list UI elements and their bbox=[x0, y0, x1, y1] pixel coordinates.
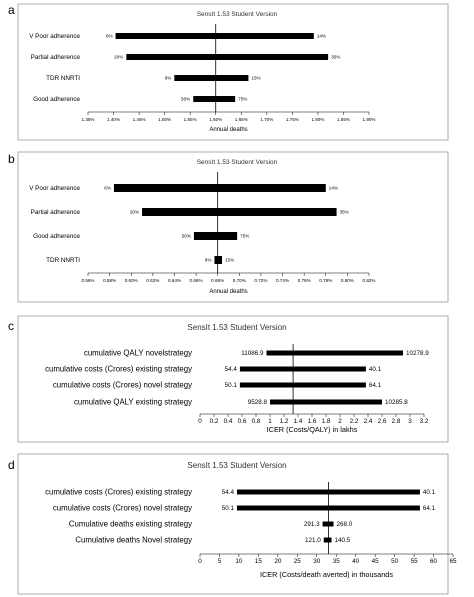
x-tick-label: 0.60% bbox=[124, 278, 138, 283]
x-tick-label: 25 bbox=[293, 558, 301, 565]
tornado-bar bbox=[126, 54, 328, 60]
x-tick-label: 1.8 bbox=[321, 418, 331, 425]
x-axis-title: Annual deaths bbox=[209, 289, 248, 295]
x-tick-label: 2.6 bbox=[377, 418, 387, 425]
row-label: V Poor adherence bbox=[29, 33, 80, 41]
bar-low-label: 54.4 bbox=[224, 366, 237, 374]
x-tick-label: 0.66% bbox=[189, 278, 203, 283]
bar-low-label: 9% bbox=[164, 75, 172, 81]
tornado-bar bbox=[142, 208, 337, 216]
tornado-bar bbox=[116, 33, 314, 39]
bar-high-label: 35% bbox=[339, 209, 349, 215]
x-tick-label: 1.60% bbox=[209, 117, 223, 122]
x-tick-label: 0.62% bbox=[146, 278, 160, 283]
row-label: cumulative costs (Crores) existing strategy bbox=[45, 487, 192, 497]
bar-high-label: 15% bbox=[225, 257, 235, 263]
x-tick-label: 2.2 bbox=[349, 418, 359, 425]
x-tick-label: 15 bbox=[254, 558, 262, 565]
row-label: V Poor adherence bbox=[29, 185, 80, 193]
x-tick-label: 35 bbox=[332, 558, 340, 565]
bar-high-label: 35% bbox=[331, 54, 341, 60]
bar-high-label: 40.1 bbox=[422, 489, 436, 497]
row-label: Cumulative deaths Novel strategy bbox=[75, 535, 192, 545]
chart-title: SensIt 1.53 Student Version bbox=[196, 11, 278, 18]
bar-low-label: 6% bbox=[104, 185, 111, 191]
tornado-bar bbox=[114, 184, 326, 192]
x-tick-label: 1.65% bbox=[234, 117, 248, 122]
row-label: TDR NNRTI bbox=[46, 257, 80, 265]
bar-low-label: 6% bbox=[105, 33, 113, 39]
x-tick-label: 0.82% bbox=[362, 278, 376, 283]
x-axis-title: Annual deaths bbox=[209, 127, 248, 133]
x-tick-label: 1.85% bbox=[336, 117, 350, 122]
bar-low-label: 50.1 bbox=[224, 382, 237, 390]
x-tick-label: 2.4 bbox=[363, 418, 373, 425]
bar-high-label: 10285.8 bbox=[385, 399, 408, 407]
x-tick-label: 0.70% bbox=[232, 278, 246, 283]
bar-low-label: 20% bbox=[114, 54, 124, 60]
x-tick-label: 1.80% bbox=[311, 117, 325, 122]
x-tick-label: 1 bbox=[268, 418, 272, 425]
bar-low-label: 9% bbox=[204, 257, 212, 263]
bar-high-label: 75% bbox=[240, 233, 250, 239]
x-tick-label: 0.58% bbox=[103, 278, 117, 283]
row-label: Cumulative deaths existing strategy bbox=[68, 519, 192, 529]
bar-high-label: 64.1 bbox=[422, 505, 436, 513]
x-tick-label: 10 bbox=[235, 558, 243, 565]
x-tick-label: 1.50% bbox=[158, 117, 172, 122]
x-tick-label: 30 bbox=[313, 558, 321, 565]
bar-high-label: 40.1 bbox=[368, 366, 382, 374]
row-label: cumulative costs (Crores) novel strategy bbox=[52, 380, 192, 390]
bar-low-label: 11086.9 bbox=[241, 350, 264, 358]
x-tick-label: 1.90% bbox=[362, 117, 376, 122]
x-tick-label: 55 bbox=[410, 558, 418, 565]
panel-label: d bbox=[8, 458, 15, 472]
row-label: Partial adherence bbox=[30, 54, 80, 62]
tornado-bar bbox=[240, 367, 366, 372]
x-tick-label: 0.80% bbox=[340, 278, 354, 283]
x-tick-label: 2.8 bbox=[391, 418, 401, 425]
x-tick-label: 0.56% bbox=[81, 278, 95, 283]
x-tick-label: 45 bbox=[371, 558, 379, 565]
x-axis-title: ICER (Costs/death averted) in thousands bbox=[259, 570, 394, 579]
x-tick-label: 1.6 bbox=[307, 418, 317, 425]
row-label: Partial adherence bbox=[30, 209, 80, 217]
bar-low-label: 20% bbox=[129, 209, 140, 215]
x-tick-label: 65 bbox=[449, 558, 457, 565]
row-label: cumulative costs (Crores) novel strategy bbox=[52, 503, 192, 513]
row-label: Good adherence bbox=[33, 96, 80, 104]
x-tick-label: 0 bbox=[198, 558, 202, 565]
x-tick-label: 50 bbox=[391, 558, 399, 565]
bar-low-label: 50% bbox=[181, 96, 191, 102]
x-tick-label: 3 bbox=[408, 418, 412, 425]
x-tick-label: 0.78% bbox=[319, 278, 333, 283]
bar-high-label: 64.1 bbox=[368, 382, 382, 390]
x-tick-label: 0.76% bbox=[297, 278, 311, 283]
x-tick-label: 0.4 bbox=[223, 418, 233, 425]
bar-low-label: 121.0 bbox=[305, 537, 321, 545]
x-tick-label: 1.70% bbox=[260, 117, 274, 122]
chart-title: SensIt 1.53 Student Version bbox=[187, 461, 287, 470]
x-tick-label: 1.45% bbox=[132, 117, 146, 122]
bar-high-label: 14% bbox=[328, 185, 338, 191]
bar-high-label: 10278.9 bbox=[406, 350, 429, 358]
row-label: cumulative QALY novelstrategy bbox=[83, 348, 192, 358]
x-tick-label: 1.55% bbox=[183, 117, 197, 122]
tornado-bar bbox=[193, 96, 235, 102]
row-label: cumulative QALY existing strategy bbox=[73, 397, 192, 407]
panel-label: c bbox=[8, 319, 14, 333]
bar-high-label: 140.5 bbox=[334, 537, 351, 545]
tornado-bar bbox=[270, 400, 382, 405]
bar-low-label: 50.1 bbox=[221, 505, 234, 513]
x-tick-label: 0.6 bbox=[237, 418, 247, 425]
bar-high-label: 14% bbox=[316, 33, 327, 39]
x-tick-label: 1.4 bbox=[293, 418, 303, 425]
bar-high-label: 15% bbox=[251, 75, 261, 81]
x-tick-label: 0.72% bbox=[254, 278, 268, 283]
bar-low-label: 9528.8 bbox=[247, 399, 267, 407]
x-tick-label: 0.68% bbox=[211, 278, 225, 283]
row-label: cumulative costs (Crores) existing strategy bbox=[45, 364, 192, 374]
x-tick-label: 5 bbox=[217, 558, 222, 565]
row-label: TDR NNRTI bbox=[46, 75, 80, 83]
panel-label: b bbox=[8, 152, 15, 166]
bar-low-label: 54.4 bbox=[221, 489, 234, 497]
x-tick-label: 0.8 bbox=[251, 418, 261, 425]
x-tick-label: 20 bbox=[274, 558, 282, 565]
bar-low-label: 50% bbox=[181, 233, 191, 239]
row-label: Good adherence bbox=[33, 233, 80, 241]
x-axis-title: ICER (Costs/QALY) in lakhs bbox=[266, 425, 358, 434]
x-tick-label: 3.2 bbox=[419, 418, 429, 425]
x-tick-label: 2 bbox=[338, 418, 342, 425]
x-tick-label: 60 bbox=[430, 558, 438, 565]
x-tick-label: 1.75% bbox=[285, 117, 299, 122]
x-tick-label: 0.74% bbox=[276, 278, 290, 283]
panel-label: a bbox=[8, 3, 15, 17]
tornado-bar bbox=[214, 256, 222, 264]
chart-title: SensIt 1.53 Student Version bbox=[187, 323, 287, 332]
bar-high-label: 268.0 bbox=[336, 521, 353, 529]
bar-high-label: 75% bbox=[238, 96, 248, 102]
chart-title: SensIt 1.53 Student Version bbox=[196, 159, 278, 166]
x-tick-label: 1.35% bbox=[81, 117, 95, 122]
x-tick-label: 0.64% bbox=[167, 278, 181, 283]
tornado-bar bbox=[240, 383, 366, 388]
x-tick-label: 1.2 bbox=[279, 418, 289, 425]
tornado-bar bbox=[267, 351, 404, 356]
tornado-bar bbox=[194, 232, 237, 240]
tornado-bar bbox=[174, 75, 248, 81]
x-tick-label: 0 bbox=[198, 418, 202, 425]
bar-low-label: 291.3 bbox=[303, 521, 320, 529]
x-tick-label: 40 bbox=[352, 558, 360, 565]
tornado-bar bbox=[324, 538, 332, 543]
x-tick-label: 1.40% bbox=[107, 117, 121, 122]
x-tick-label: 0.2 bbox=[209, 418, 219, 425]
